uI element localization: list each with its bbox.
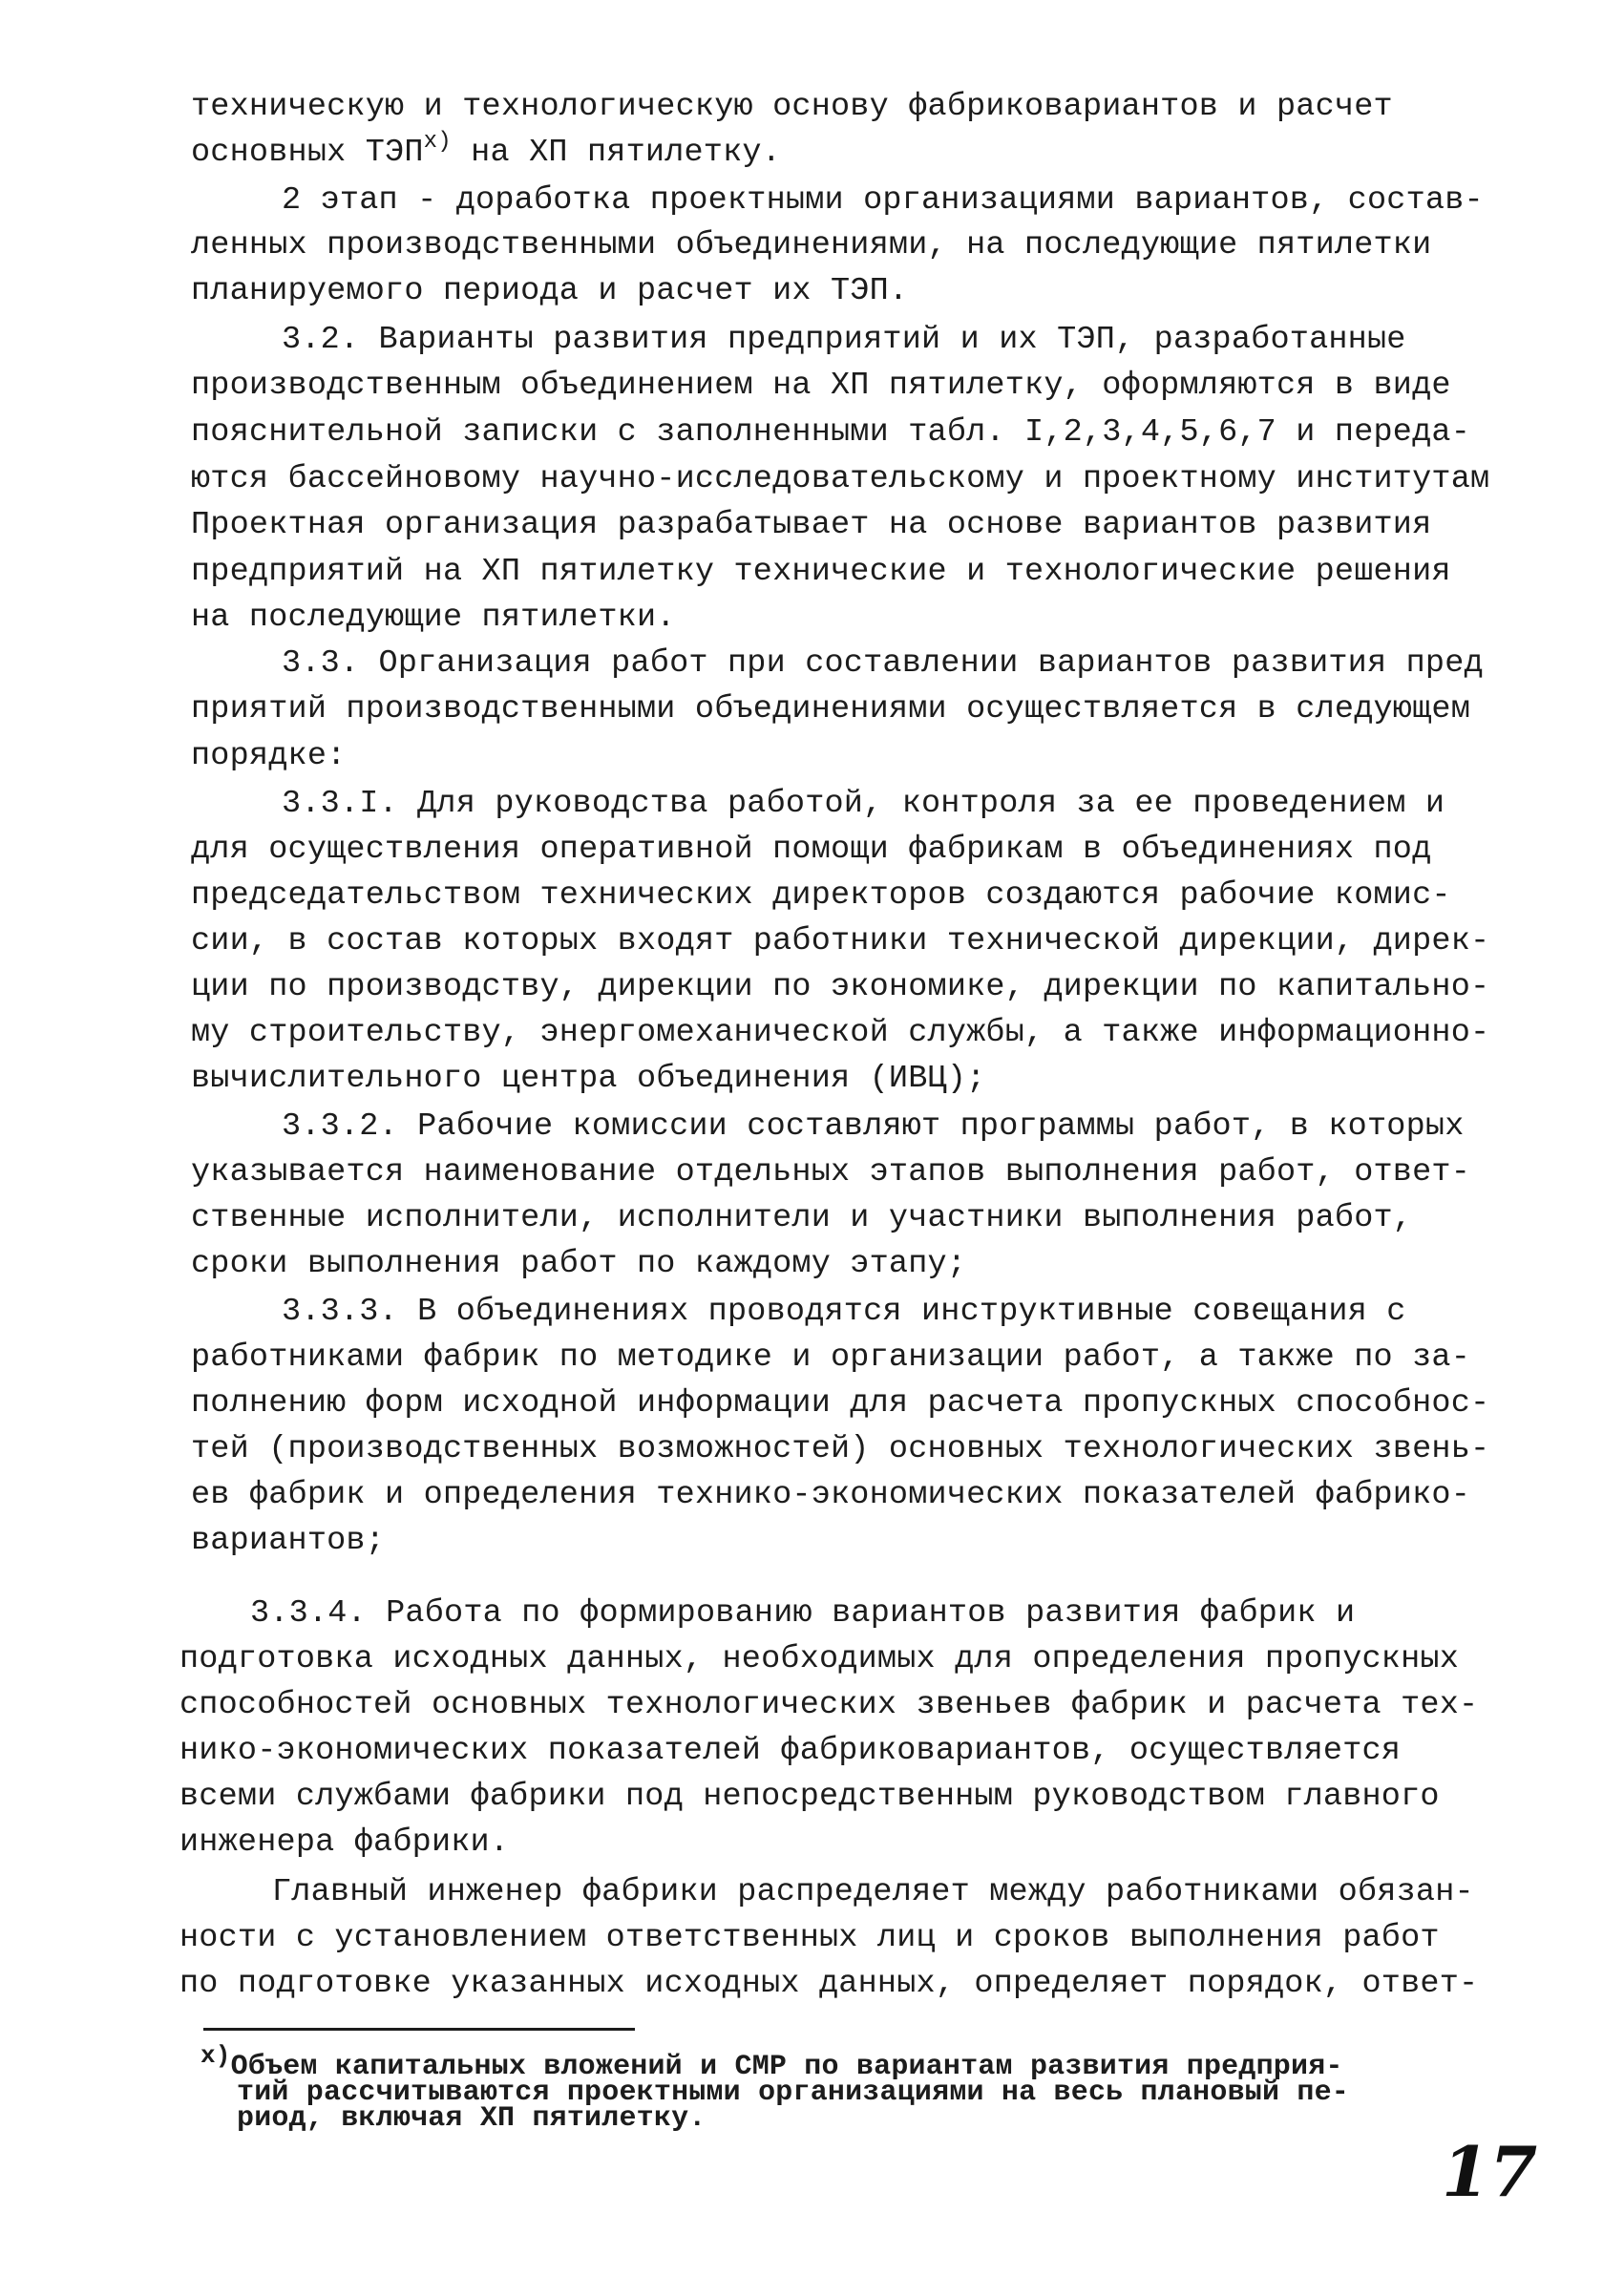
text-line: для осуществления оперативной помощи фабрикам в объединениях под [191, 832, 1432, 868]
footnote-text: Объем капитальных вложений и СМР по вариантам развития предприя- [230, 2051, 1343, 2083]
text-line: инженера фабрики. [179, 1824, 510, 1861]
text-line: ственные исполнители, исполнители и участники выполнения работ, [191, 1200, 1413, 1236]
text-line: ности с установлением ответственных лиц и сроков выполнения работ [179, 1920, 1440, 1956]
text-line: порядке: [191, 738, 347, 774]
footnote-reference: х) [423, 129, 452, 155]
footnote-divider [203, 2028, 635, 2031]
text-fragment: основных ТЭП [191, 135, 424, 171]
text-line: вычислительного центра объединения (ИВЦ); [191, 1061, 986, 1097]
text-line: по подготовке указанных исходных данных, определяет порядок, ответ- [179, 1966, 1479, 2002]
text-line: 3.2. Варианты развития предприятий и их ТЭП, разработанные [282, 322, 1406, 358]
text-line: подготовка исходных данных, необходимых для определения пропускных [179, 1641, 1460, 1677]
text-line: планируемого периода и расчет их ТЭП. [191, 273, 909, 309]
text-line: техническую и технологическую основу фабриковариантов и расчет [191, 89, 1393, 125]
text-line: ев фабрик и определения технико-экономических показателей фабрико- [191, 1477, 1471, 1513]
text-fragment: на ХП пятилетку. [451, 135, 782, 171]
text-line: на последующие пятилетки. [191, 600, 676, 636]
text-line: 3.3.3. В объединениях проводятся инструктивные совещания с [282, 1294, 1406, 1330]
text-line: всеми службами фабрики под непосредственным руководством главного [179, 1779, 1440, 1815]
page-number: 17 [1442, 2131, 1538, 2212]
text-line: полнению форм исходной информации для расчета пропускных способнос- [191, 1385, 1490, 1422]
text-line: сии, в состав которых входят работники технической дирекции, дирек- [191, 923, 1490, 959]
text-line: ции по производству, дирекции по экономике, дирекции по капитально- [191, 969, 1490, 1005]
text-line: приятий производственными объединениями осуществляется в следующем [191, 691, 1471, 727]
text-line: способностей основных технологических звеньев фабрик и расчета тех- [179, 1687, 1479, 1723]
text-line: работниками фабрик по методике и организации работ, а также по за- [191, 1339, 1471, 1376]
footnote-marker: х) [200, 2041, 231, 2070]
text-line: пояснительной записки с заполненными табл. I,2,3,4,5,6,7 и переда- [191, 414, 1471, 451]
footnote-line: тий рассчитываются проектными организациями на весь плановый пе- [237, 2077, 1349, 2109]
text-line [191, 129, 782, 172]
text-line: тей (производственных возможностей) основных технологических звень- [191, 1431, 1490, 1467]
text-line: Главный инженер фабрики распределяет между работниками обязан- [272, 1874, 1474, 1910]
footnote-line: риод, включая ХП пятилетку. [237, 2102, 707, 2135]
text-line: 3.3. Организация работ при составлении вариантов развития пред [282, 645, 1484, 682]
text-line: 3.3.2. Рабочие комиссии составляют программы работ, в которых [282, 1108, 1465, 1145]
text-line: ленных производственными объединениями, на последующие пятилетки [191, 227, 1432, 264]
text-line: Проектная организация разрабатывает на основе вариантов развития [191, 507, 1432, 543]
text-line: производственным объединением на ХП пятилетку, оформляются в виде [191, 368, 1451, 404]
text-line: 2 этап - доработка проектными организациями вариантов, состав- [282, 182, 1484, 219]
text-line: ются бассейновому научно-исследовательскому и проектному институтам [191, 461, 1490, 497]
text-line: председательством технических директоров создаются рабочие комис- [191, 877, 1451, 914]
text-line: указывается наименование отдельных этапов выполнения работ, ответ- [191, 1154, 1471, 1191]
text-line: вариантов; [191, 1523, 386, 1559]
text-line: нико-экономических показателей фабриковариантов, осуществляется [179, 1733, 1402, 1769]
text-line: предприятий на ХП пятилетку технические и технологические решения [191, 554, 1451, 590]
text-line: 3.3.4. Работа по формированию вариантов развития фабрик и [250, 1595, 1356, 1632]
text-line: сроки выполнения работ по каждому этапу; [191, 1246, 967, 1282]
text-line: 3.3.I. Для руководства работой, контроля за ее проведением и [282, 786, 1445, 822]
text-line: му строительству, энергомеханической службы, а также информационно- [191, 1015, 1490, 1051]
